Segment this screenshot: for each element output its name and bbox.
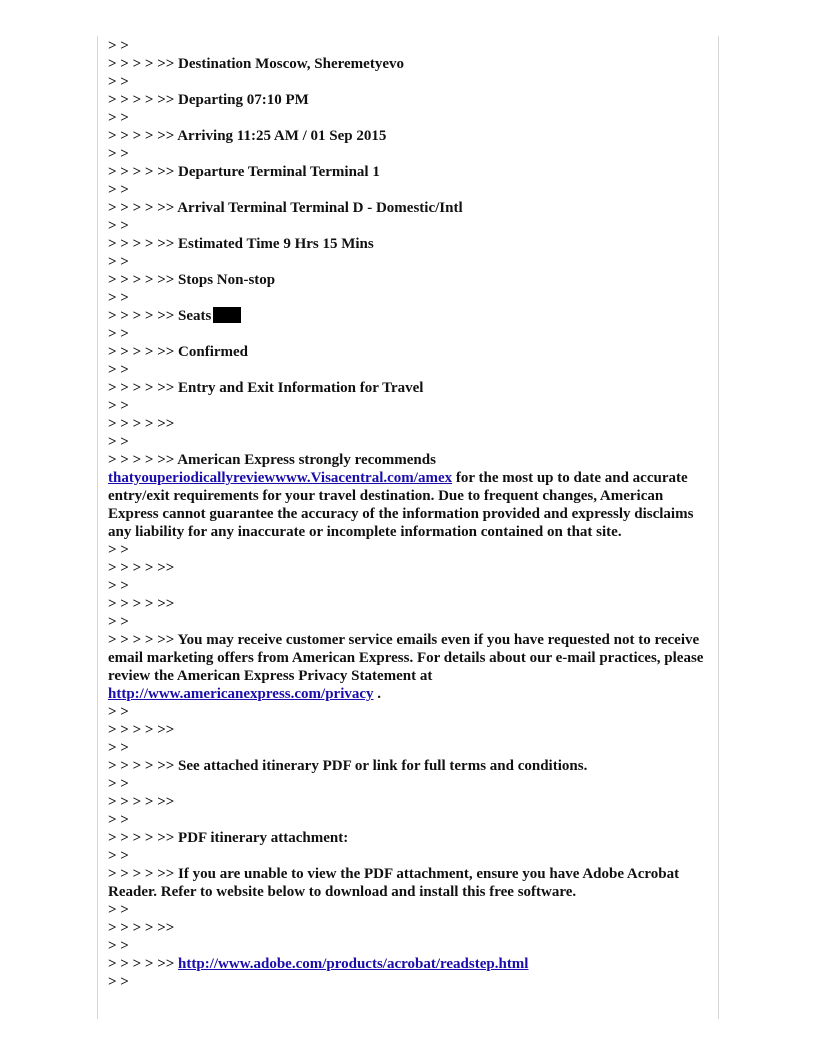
line-text: > > (108, 848, 129, 864)
line-text: > > > > >> Destination Moscow, Sheremetyevo (108, 56, 404, 72)
redaction-box (213, 307, 241, 323)
email-line (108, 217, 712, 235)
email-line (108, 181, 712, 199)
line-text: > > (108, 578, 129, 594)
email-line (108, 199, 712, 217)
email-line (108, 559, 712, 577)
email-line (108, 919, 712, 937)
line-text: > > (108, 974, 129, 990)
line-text-continued: for the most up to date and accurate entry/exit requirements for your travel destination. Due to frequent changes, American Express cannot guarantee the accuracy of the information provided and expressly disclaims any liability for any inaccurate or incomplete information contained on that site. (108, 470, 694, 540)
line-text: > > > > >> Seats (108, 308, 212, 324)
email-line (108, 937, 712, 955)
line-text: > > > > >> If you are unable to view the PDF attachment, ensure you have Adobe Acrobat Reader. Refer to website below to download and install this free software. (108, 866, 680, 900)
email-line (108, 739, 712, 757)
line-text: > > > > >> Arrival Terminal Terminal D - Domestic/Intl (108, 200, 463, 216)
line-text: > > > > >> (108, 794, 175, 810)
line-text: > > (108, 938, 129, 954)
hyperlink[interactable]: http://www.adobe.com/products/acrobat/readstep.html (178, 956, 529, 972)
line-text: > > (108, 362, 129, 378)
email-line (108, 973, 712, 991)
email-line (108, 703, 712, 721)
line-text: > > > > >> Stops Non-stop (108, 272, 276, 288)
line-text: > > > > >> Departing 07:10 PM (108, 92, 309, 108)
hyperlink[interactable]: thatyouperiodicallyreviewwww.Visacentral.com/amex (108, 470, 453, 486)
email-line (108, 271, 712, 289)
email-line (108, 163, 712, 181)
email-line (108, 541, 712, 559)
email-line (108, 811, 712, 829)
email-line (108, 901, 712, 919)
line-text: > > > > >> Departure Terminal Terminal 1 (108, 164, 380, 180)
email-line (108, 613, 712, 631)
email-line (108, 325, 712, 343)
right-border (718, 36, 719, 1019)
line-text: > > (108, 218, 129, 234)
line-text: > > (108, 146, 129, 162)
line-text: > > (108, 326, 129, 342)
left-border (97, 36, 98, 1019)
line-text: > > (108, 776, 129, 792)
email-line (108, 235, 712, 253)
line-text: > > (108, 182, 129, 198)
line-text: > > (108, 902, 129, 918)
hyperlink[interactable]: http://www.americanexpress.com/privacy (108, 686, 374, 702)
email-line (108, 91, 712, 109)
email-line (108, 433, 712, 451)
email-line (108, 289, 712, 307)
email-line (108, 631, 712, 685)
email-line (108, 775, 712, 793)
line-text: > > > > >> You may receive customer service emails even if you have requested not to receive email marketing offers from American Express. For details about our e-mail practices, please review the American Express Privacy Statement at (108, 632, 704, 684)
line-text: > > (108, 290, 129, 306)
email-line (108, 127, 712, 145)
email-line (108, 757, 712, 775)
email-line (108, 397, 712, 415)
line-text: > > > > >> American Express strongly recommends (108, 452, 436, 468)
line-text: > > (108, 74, 129, 90)
line-text: > > > > >> (108, 920, 175, 936)
email-line (108, 451, 712, 469)
email-line (108, 379, 712, 397)
email-line (108, 577, 712, 595)
line-text: > > > > >> (108, 722, 175, 738)
line-text: > > (108, 704, 129, 720)
line-text: > > (108, 110, 129, 126)
email-line (108, 721, 712, 739)
line-text: > > > > >> (108, 416, 175, 432)
email-line (108, 865, 712, 901)
line-text: > > (108, 542, 129, 558)
email-line (108, 361, 712, 379)
email-line (108, 109, 712, 127)
email-line (108, 415, 712, 433)
email-line (108, 253, 712, 271)
line-text: > > > > >> Entry and Exit Information for Travel (108, 380, 424, 396)
email-body (108, 37, 712, 991)
email-line (108, 685, 712, 703)
line-text: > > > > >> See attached itinerary PDF or link for full terms and conditions. (108, 758, 588, 774)
email-line (108, 37, 712, 55)
email-line (108, 793, 712, 811)
line-text: > > > > >> Estimated Time 9 Hrs 15 Mins (108, 236, 374, 252)
line-text: > > > > >> Arriving 11:25 AM / 01 Sep 2015 (108, 128, 387, 144)
email-line (108, 343, 712, 361)
line-text: > > > > >> (108, 956, 179, 972)
line-text: > > > > >> Confirmed (108, 344, 249, 360)
line-text: > > (108, 398, 129, 414)
line-text: > > (108, 740, 129, 756)
email-line (108, 829, 712, 847)
email-line (108, 595, 712, 613)
email-line (108, 73, 712, 91)
email-line (108, 145, 712, 163)
line-text: > > > > >> (108, 560, 175, 576)
email-line (108, 55, 712, 73)
email-line (108, 307, 712, 325)
line-text-continued: . (373, 686, 382, 702)
line-text: > > (108, 254, 129, 270)
line-text: > > > > >> PDF itinerary attachment: (108, 830, 349, 846)
line-text: > > (108, 614, 129, 630)
line-text: > > (108, 38, 129, 54)
line-text: > > > > >> (108, 596, 175, 612)
line-text: > > (108, 812, 129, 828)
email-line (108, 955, 712, 973)
email-line (108, 847, 712, 865)
email-line (108, 469, 712, 541)
line-text: > > (108, 434, 129, 450)
